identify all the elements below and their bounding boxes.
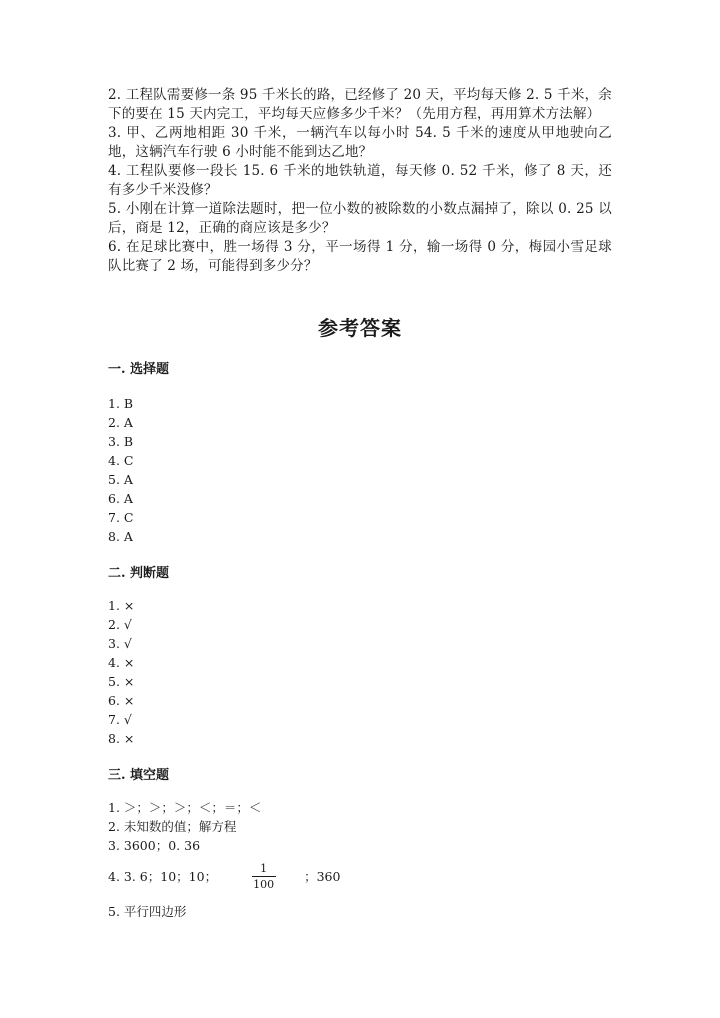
choice-answer-2: 2. A <box>108 415 133 430</box>
fill-answer-1: 1. ＞；＞；＞；＜；＝；＜ <box>108 800 262 815</box>
fill-answer-2: 2. 未知数的值；解方程 <box>108 819 237 834</box>
fill-answer-4-prefix: 4. 3. 6；10；10； <box>108 869 218 884</box>
problem-4: 4. 工程队要修一段长 15. 6 千米的地铁轨道，每天修 0. 52 千米，修了 8 天，还有多少千米没修？ <box>108 163 612 198</box>
choice-answer-4: 4. C <box>108 453 134 468</box>
problem-6: 6. 在足球比赛中，胜一场得 3 分，平一场得 1 分，输一场得 0 分，梅园小雪足球队比赛了 2 场，可能得到多少分？ <box>108 239 612 274</box>
choice-answer-7: 7. C <box>108 510 134 525</box>
choice-answer-6: 6. A <box>108 491 133 506</box>
judge-answer-5: 5. × <box>108 674 135 689</box>
judge-answer-list <box>108 596 134 748</box>
fill-answer-list <box>108 798 261 855</box>
section-heading-choice: 一. 选择题 <box>108 362 170 377</box>
choice-answer-1: 1. B <box>108 396 134 411</box>
judge-answer-1: 1. × <box>108 598 135 613</box>
fill-answer-4 <box>108 862 340 891</box>
judge-answer-7: 7. √ <box>108 712 132 727</box>
word-problems <box>108 86 612 276</box>
choice-answer-list <box>108 394 133 546</box>
problem-5: 5. 小刚在计算一道除法题时，把一位小数的被除数的小数点漏掉了，除以 0. 25 以后，商是 12，正确的商应该是多少？ <box>108 201 612 236</box>
judge-answer-4: 4. × <box>108 655 135 670</box>
choice-answer-5: 5. A <box>108 472 133 487</box>
fill-answer-5-wrap <box>108 902 186 921</box>
fraction-denominator: 100 <box>253 878 275 891</box>
judge-answer-8: 8. × <box>108 731 135 746</box>
fraction-bar <box>252 876 276 877</box>
section-heading-judge: 二. 判断题 <box>108 566 170 581</box>
problem-3: 3. 甲、乙两地相距 30 千米，一辆汽车以每小时 54. 5 千米的速度从甲地驶向乙地，这辆汽车行驶 6 小时能不能到达乙地？ <box>108 125 612 160</box>
fraction-numerator: 1 <box>260 862 268 875</box>
choice-answer-8: 8. A <box>108 529 133 544</box>
judge-answer-3: 3. √ <box>108 636 132 651</box>
fill-answer-3: 3. 3600；0. 36 <box>108 838 201 853</box>
fraction <box>251 862 276 891</box>
fill-answer-4-suffix: ；360 <box>304 869 341 884</box>
problem-2: 2. 工程队需要修一条 95 千米长的路，已经修了 20 天，平均每天修 2. 5 千米，余下的要在 15 天内完工，平均每天应修多少千米？（先用方程，再用算术方法解） <box>108 87 612 122</box>
choice-answer-3: 3. B <box>108 434 134 449</box>
answers-title: 参考答案 <box>318 316 402 340</box>
section-heading-fill: 三. 填空题 <box>108 768 170 783</box>
judge-answer-2: 2. √ <box>108 617 132 632</box>
fill-answer-5: 5. 平行四边形 <box>108 904 187 919</box>
judge-answer-6: 6. × <box>108 693 135 708</box>
